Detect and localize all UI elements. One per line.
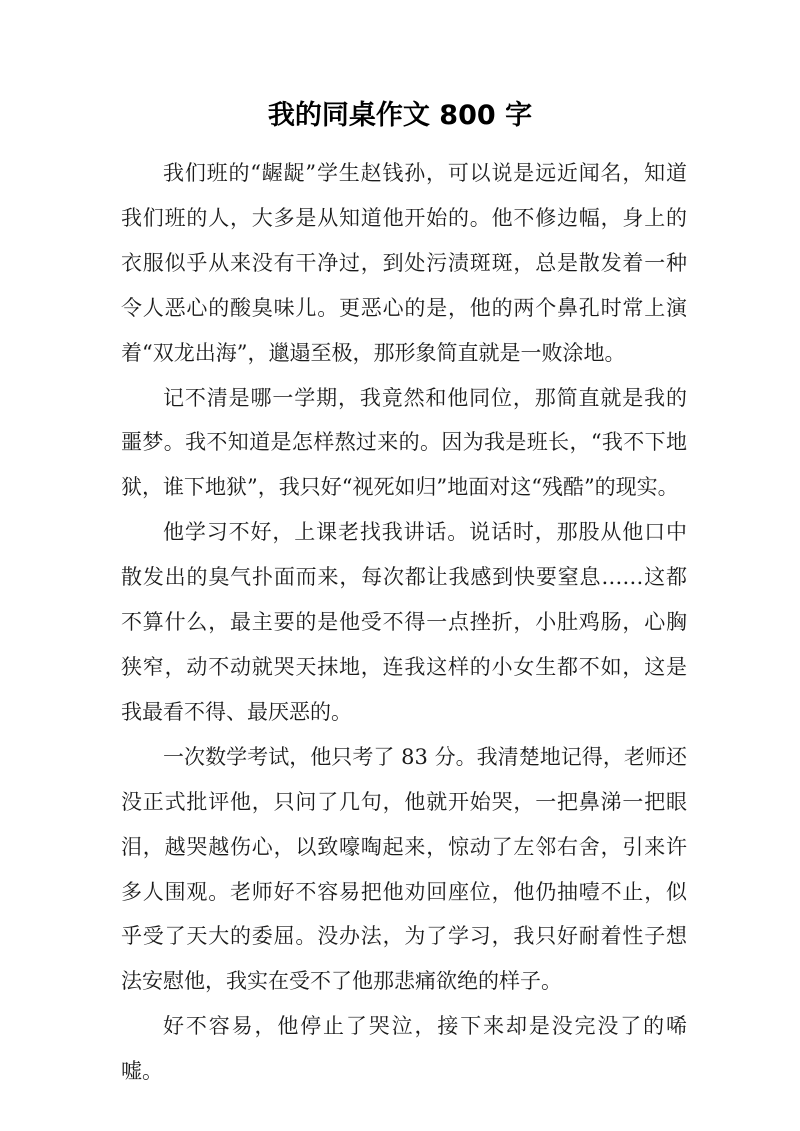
paragraph-4: 一次数学考试，他只考了 83 分。我清楚地记得，老师还没正式批评他，只问了几句，他就开始哭，一把鼻涕一把眼泪，越哭越伤心，以致嚎啕起来，惊动了左邻右舍，引来许多人围观。老师好不容易把他劝回座位，他仍抽噎不止，似乎受了天大的委屈。没办法，为了学习，我只好耐着性子想法安慰他，我实在受不了他那悲痛欲绝的样子。	[121, 744, 687, 994]
document-body	[121, 151, 687, 1094]
paragraph-2: 记不清是哪一学期，我竟然和他同位，那简直就是我的噩梦。我不知道是怎样熬过来的。因为我是班长，“我不下地狱，谁下地狱”，我只好“视死如归”地面对这“残酷”的现实。	[121, 385, 687, 500]
document-title: 我的同桌作文 800 字	[267, 100, 533, 131]
paragraph-3: 他学习不好，上课老找我讲话。说话时，那股从他口中散发出的臭气扑面而来，每次都让我感到快要窒息……这都不算什么，最主要的是他受不得一点挫折，小肚鸡肠，心胸狭窄，动不动就哭天抹地，连我这样的小女生都不如，这是我最看不得、最厌恶的。	[121, 520, 687, 724]
paragraph-5: 好不容易，他停止了哭泣，接下来却是没完没了的唏嘘。	[121, 1014, 687, 1084]
paragraph-1: 我们班的“龌龊”学生赵钱孙，可以说是远近闻名，知道我们班的人，大多是从知道他开始的。他不修边幅，身上的衣服似乎从来没有干净过，到处污渍斑斑，总是散发着一种令人恶心的酸臭味儿。更恶心的是，他的两个鼻孔时常上演着“双龙出海”，邋遢至极，那形象简直就是一败涂地。	[121, 161, 687, 365]
